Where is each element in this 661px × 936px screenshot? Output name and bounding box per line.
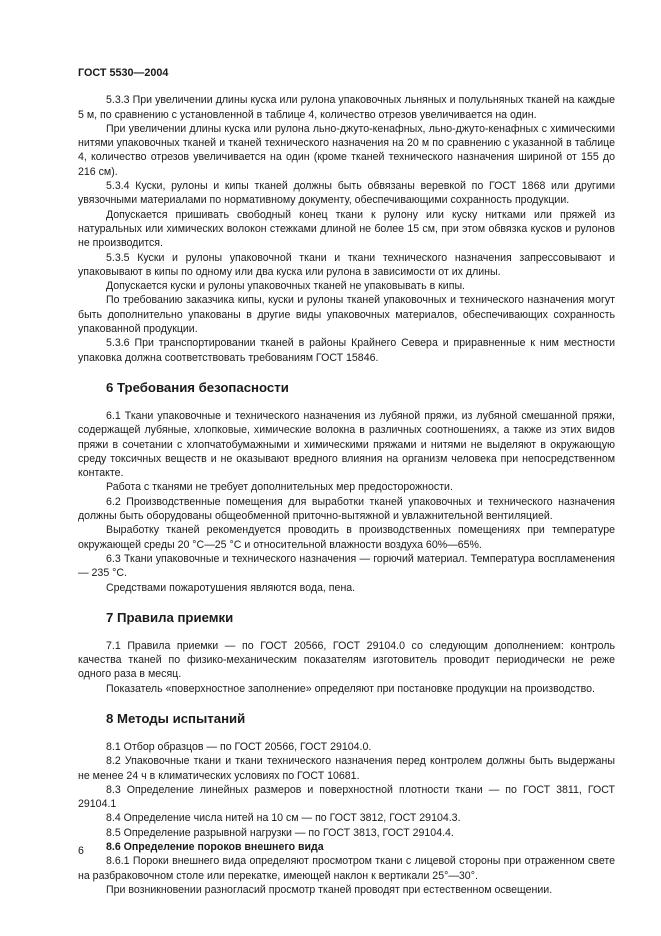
- paragraph-8-5: 8.5 Определение разрывной нагрузки — по ГОСТ 3813, ГОСТ 29104.4.: [106, 826, 454, 839]
- paragraph-8-2: 8.2 Упаковочные ткани и ткани технического назначения перед контролем должны быть выдержаны не менее 24 ч в климатических условиях по ГОСТ 10681.: [78, 755, 615, 782]
- paragraph-5-3-4: 5.3.4 Куски, рулоны и кипы тканей должны быть обвязаны веревкой по ГОСТ 1868 или другими увязочными материалами по нормативному документу, обеспечивающими сохранность продукции.: [78, 180, 615, 207]
- paragraph: Выработку тканей рекомендуется проводить в производственных помещениях при температуре окружающей среды 20 °С—25 °С и относительной влажности воздуха 60%—65%.: [78, 524, 615, 551]
- paragraph-7-1: 7.1 Правила приемки — по ГОСТ 20566, ГОСТ 29104.0 со следующим дополнением: контроль качества тканей по физико-механическим показателям изготовитель проводит периодически не реже одного раза в месяц.: [78, 639, 615, 681]
- paragraph: Допускается пришивать свободный конец ткани к рулону или куску нитками или пряжей из натуральных или химических волокон стежками длиной не более 15 см, при этом обвязка кусков и рулонов не производится.: [78, 208, 615, 250]
- section-6: [78, 380, 615, 595]
- paragraph: При возникновении разногласий просмотр тканей проводят при естественном освещении.: [106, 883, 553, 896]
- paragraph-5-3-6: 5.3.6 При транспортировании тканей в районы Крайнего Севера и приравненные к ним местности упаковка должна соответствовать требованиям ГОСТ 15846.: [78, 337, 615, 364]
- paragraph-5-3-5: 5.3.5 Куски и рулоны упаковочной ткани и ткани технического назначения запрессовывают и упаковывают в кипы по одному или два куска или рулона в зависимости от их длины.: [78, 251, 615, 278]
- paragraph-8-3: 8.3 Определение линейных размеров и поверхностной плотности ткани — по ГОСТ 3811, ГОСТ 29104.1: [78, 783, 615, 811]
- paragraph-6-1: 6.1 Ткани упаковочные и технического назначения из лубяной пряжи, из лубяной смешанной пряжи, содержащей лубяные, хлопковые, химические волокна в различных соотношениях, а также из этих видов пряжи в сочетании с хлопчатобумажными и химическими пряжами и нитями не выделяют в окружающую среду токсичных веществ и не оказывают вредного влияния на организм человека при непосредственном контакте.: [78, 409, 615, 480]
- subsection-8-6-title: 8.6 Определение пороков внешнего вида: [106, 841, 324, 854]
- paragraph: По требованию заказчика кипы, куски и рулоны тканей упаковочных и технического назначения могут быть дополнительно упакованы в другие виды упаковочных материалов, обеспечивающих сохранность упакованной продукции.: [78, 294, 615, 336]
- section-7: [78, 610, 615, 696]
- section-5-continued: [78, 93, 615, 365]
- section-8-title: 8 Методы испытаний: [106, 710, 246, 726]
- page-number: 6: [78, 845, 84, 857]
- section-6-title: 6 Требования безопасности: [106, 379, 289, 395]
- document-page: [78, 66, 615, 897]
- paragraph: Показатель «поверхностное заполнение» определяют при постановке продукции на производство.: [106, 682, 595, 695]
- paragraph: Работа с тканями не требует дополнительных мер предосторожности.: [106, 481, 453, 494]
- paragraph-8-4: 8.4 Определение числа нитей на 10 см — по ГОСТ 3812, ГОСТ 29104.3.: [106, 812, 461, 825]
- paragraph: Допускается куски и рулоны упаковочных тканей не упаковывать в кипы.: [106, 280, 466, 293]
- paragraph: Средствами пожаротушения являются вода, пена.: [106, 581, 356, 594]
- document-header: ГОСТ 5530—2004: [78, 67, 169, 79]
- paragraph: При увеличении длины куска или рулона льно-джуто-кенафных, льно-джуто-кенафных с химическими нитями упаковочных тканей и тканей технического назначения на 20 м по сравнению с указанной в таблице 4, количество отрезов увеличивается на один (кроме тканей технического назначения шириной от 155 до 216 см).: [78, 122, 615, 178]
- paragraph-8-1: 8.1 Отбор образцов — по ГОСТ 20566, ГОСТ 29104.0.: [106, 740, 372, 753]
- section-8: [78, 711, 615, 897]
- section-7-title: 7 Правила приемки: [106, 609, 234, 625]
- paragraph-5-3-3: 5.3.3 При увеличении длины куска или рулона упаковочных льняных и полульняных тканей на каждые 5 м, по сравнению с установленной в таблице 4, количество отрезов увеличивается на один.: [78, 94, 615, 121]
- paragraph-6-2: 6.2 Производственные помещения для выработки тканей упаковочных и технического назначения должны быть оборудованы общеобменной приточно-вытяжной и увлажнительной вентиляцией.: [78, 495, 615, 523]
- paragraph-6-3: 6.3 Ткани упаковочные и технического назначения — горючий материал. Температура воспламенения — 235 °С.: [78, 552, 615, 580]
- paragraph-8-6-1: 8.6.1 Пороки внешнего вида определяют просмотром ткани с лицевой стороны при отраженном свете на разбраковочном столе или перекатке, имеющей наклон к вертикали 25°—30°.: [78, 855, 615, 882]
